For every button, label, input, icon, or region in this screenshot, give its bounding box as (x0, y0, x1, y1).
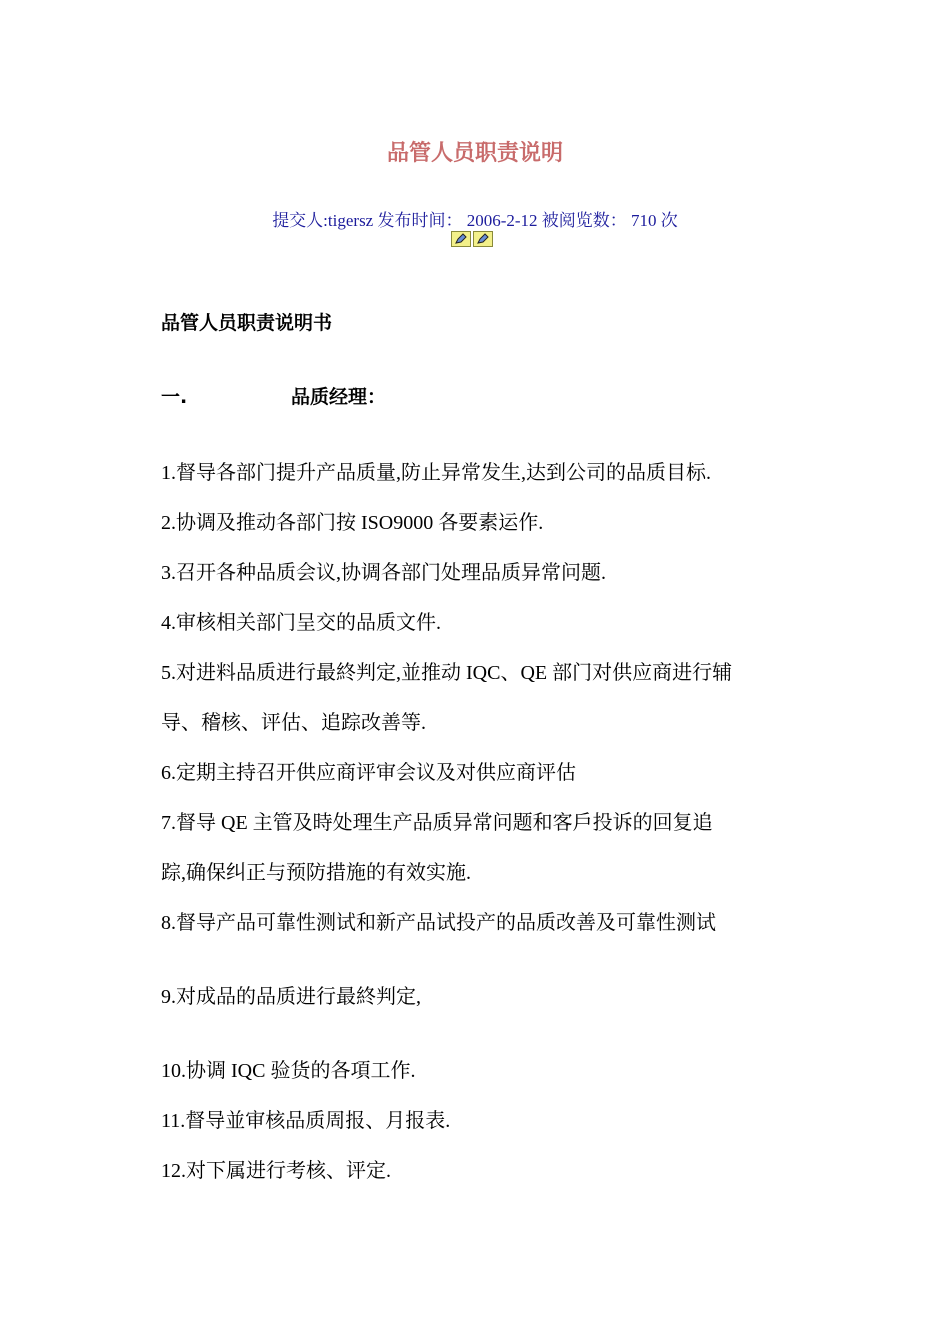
action-icons (451, 231, 493, 247)
list-item: 6.定期主持召开供应商评审会议及对供应商评估 (161, 762, 576, 784)
section-label: 品质经理： (291, 386, 387, 408)
list-item: 12.对下属进行考核、评定. (161, 1160, 391, 1182)
list-item: 2.协调及推动各部门按 ISO9000 各要素运作. (161, 512, 544, 534)
list-item: 3.召开各种品质会议,协调各部门处理品质异常问题. (161, 562, 606, 584)
list-item: 11.督导並审核品质周报、月报表. (161, 1110, 451, 1132)
document-heading: 品管人员职责说明书 (161, 312, 333, 334)
submission-info: 提交人:tigersz 发布时间： 2006-2-12 被阅览数： 710 次 (272, 211, 678, 230)
list-item: 5.对进料品质进行最終判定,並推动 IQC、QE 部门对供应商进行辅 (161, 662, 733, 684)
list-item: 9.对成品的品质进行最終判定, (161, 986, 421, 1008)
page-title: 品管人员职责说明 (386, 141, 563, 166)
edit-icon[interactable] (473, 231, 493, 247)
list-item: 4.审核相关部门呈交的品质文件. (161, 612, 441, 634)
list-item-continued: 导、稽核、评估、追踪改善等. (161, 712, 426, 734)
edit-icon[interactable] (451, 231, 471, 247)
list-item: 8.督导产品可靠性测试和新产品试投产的品质改善及可靠性测试 (161, 912, 716, 934)
list-item: 10.协调 IQC 验货的各項工作. (161, 1060, 416, 1082)
list-item: 1.督导各部门提升产品质量,防止异常发生,达到公司的品质目标. (161, 462, 711, 484)
section-number: 一. (161, 386, 188, 408)
section-heading (161, 382, 387, 409)
list-item: 7.督导 QE 主管及時处理生产品质异常问题和客戶投诉的回复追 (161, 812, 713, 834)
list-item-continued: 踪,确保纠正与预防措施的有效实施. (161, 862, 471, 884)
